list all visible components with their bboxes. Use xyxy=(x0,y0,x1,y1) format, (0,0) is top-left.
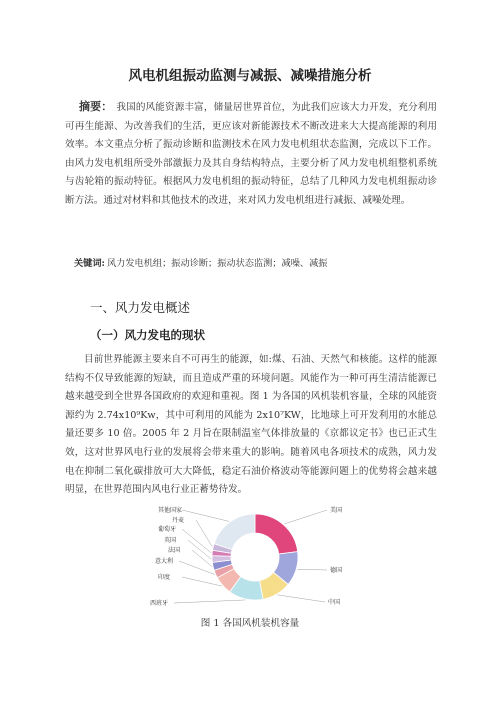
paper-title: 风电机组振动监测与减振、减噪措施分析 xyxy=(128,68,372,84)
leader-line xyxy=(182,510,229,521)
donut-chart-svg xyxy=(150,505,360,610)
leader-line xyxy=(182,577,222,586)
keywords-text: 风力发电机组；振动诊断；振动状态监测；减噪、减振 xyxy=(106,258,328,269)
subsection-heading: （一）风力发电的现状 xyxy=(90,328,205,342)
slice-label: 英国 xyxy=(164,537,177,544)
slice-label: 葡萄牙 xyxy=(158,526,177,533)
figure-1-donut-chart xyxy=(150,505,360,614)
body-paragraph: 目前世界能源主要来自不可再生的能源，如:煤、石油、天然气和核能。这样的能源结构不仅导致能源的短缺，而且造成严重的环境问题。风能作为一种可再生清洁能源已越来越受到全世界各国政府的欢迎和重视。图 1 为各国的风机装机容量，全球的风能资源约为 2.74x10⁹Kw，其中可利用的风能为 2x10⁷KW，比地球上可开发利用的水能总量还要多 10 倍。2005 年 2 月旨在限制温室气体排放量的《京都议定书》也已正式生效，这对世界风电行业的发展将会带来重大的影响。随着风电各项技术的成熟，风力发电在抑制二氧化碳排放可大大降低，稳定石油价格波动等能源问题上的优势将会越来越明显，在世界范围内风电行业正蓄势待发。 xyxy=(65,354,437,496)
leader-line xyxy=(284,510,327,524)
leader-line xyxy=(192,550,212,567)
section-heading: 一、风力发电概述 xyxy=(90,300,191,315)
keywords-label: 关键词: xyxy=(74,258,105,269)
figure-caption: 图 1 各国风机装机容量 xyxy=(200,618,300,629)
leader-line xyxy=(277,595,325,602)
leader-line xyxy=(297,569,327,570)
slice-label: 西班牙 xyxy=(150,600,169,607)
leader-line xyxy=(179,561,215,574)
slice-label: 印度 xyxy=(158,574,171,581)
slice-label: 其他国家 xyxy=(158,507,183,514)
slice-label: 法国 xyxy=(168,547,181,554)
slice-label: 意大利 xyxy=(155,558,174,565)
leader-line xyxy=(174,600,245,603)
keywords xyxy=(74,255,444,269)
slice-label: 中国 xyxy=(328,599,341,606)
slice-label: 丹麦 xyxy=(172,517,185,524)
donut-slice xyxy=(255,514,298,554)
abstract-text: 我国的风能资源丰富，储量居世界首位，为此我们应该大力开发，充分利用可再生能源、为改善我们的生活，更应该对新能源技术不断改进来大大提高能源的利用效率。本文重点分析了振动诊断和监测技术在风力发电机组状态监测，完成以下工作。由风力发电机组所受外部激振力及其自身结构特点，主要分析了风力发电机组整机系统与齿轮箱的振动特征。根据风力发电机组的振动特征，总结了几种风力发电机组振动诊断方法。通过对材料和其他技术的改进，来对风力发电机组进行减振、减噪处理。 xyxy=(65,102,438,206)
leader-line xyxy=(182,529,211,553)
slice-label: 美国 xyxy=(330,507,343,514)
slice-label: 德国 xyxy=(330,567,343,574)
abstract-label: 摘要： xyxy=(79,100,113,113)
leader-line xyxy=(196,520,212,547)
abstract xyxy=(65,98,437,211)
